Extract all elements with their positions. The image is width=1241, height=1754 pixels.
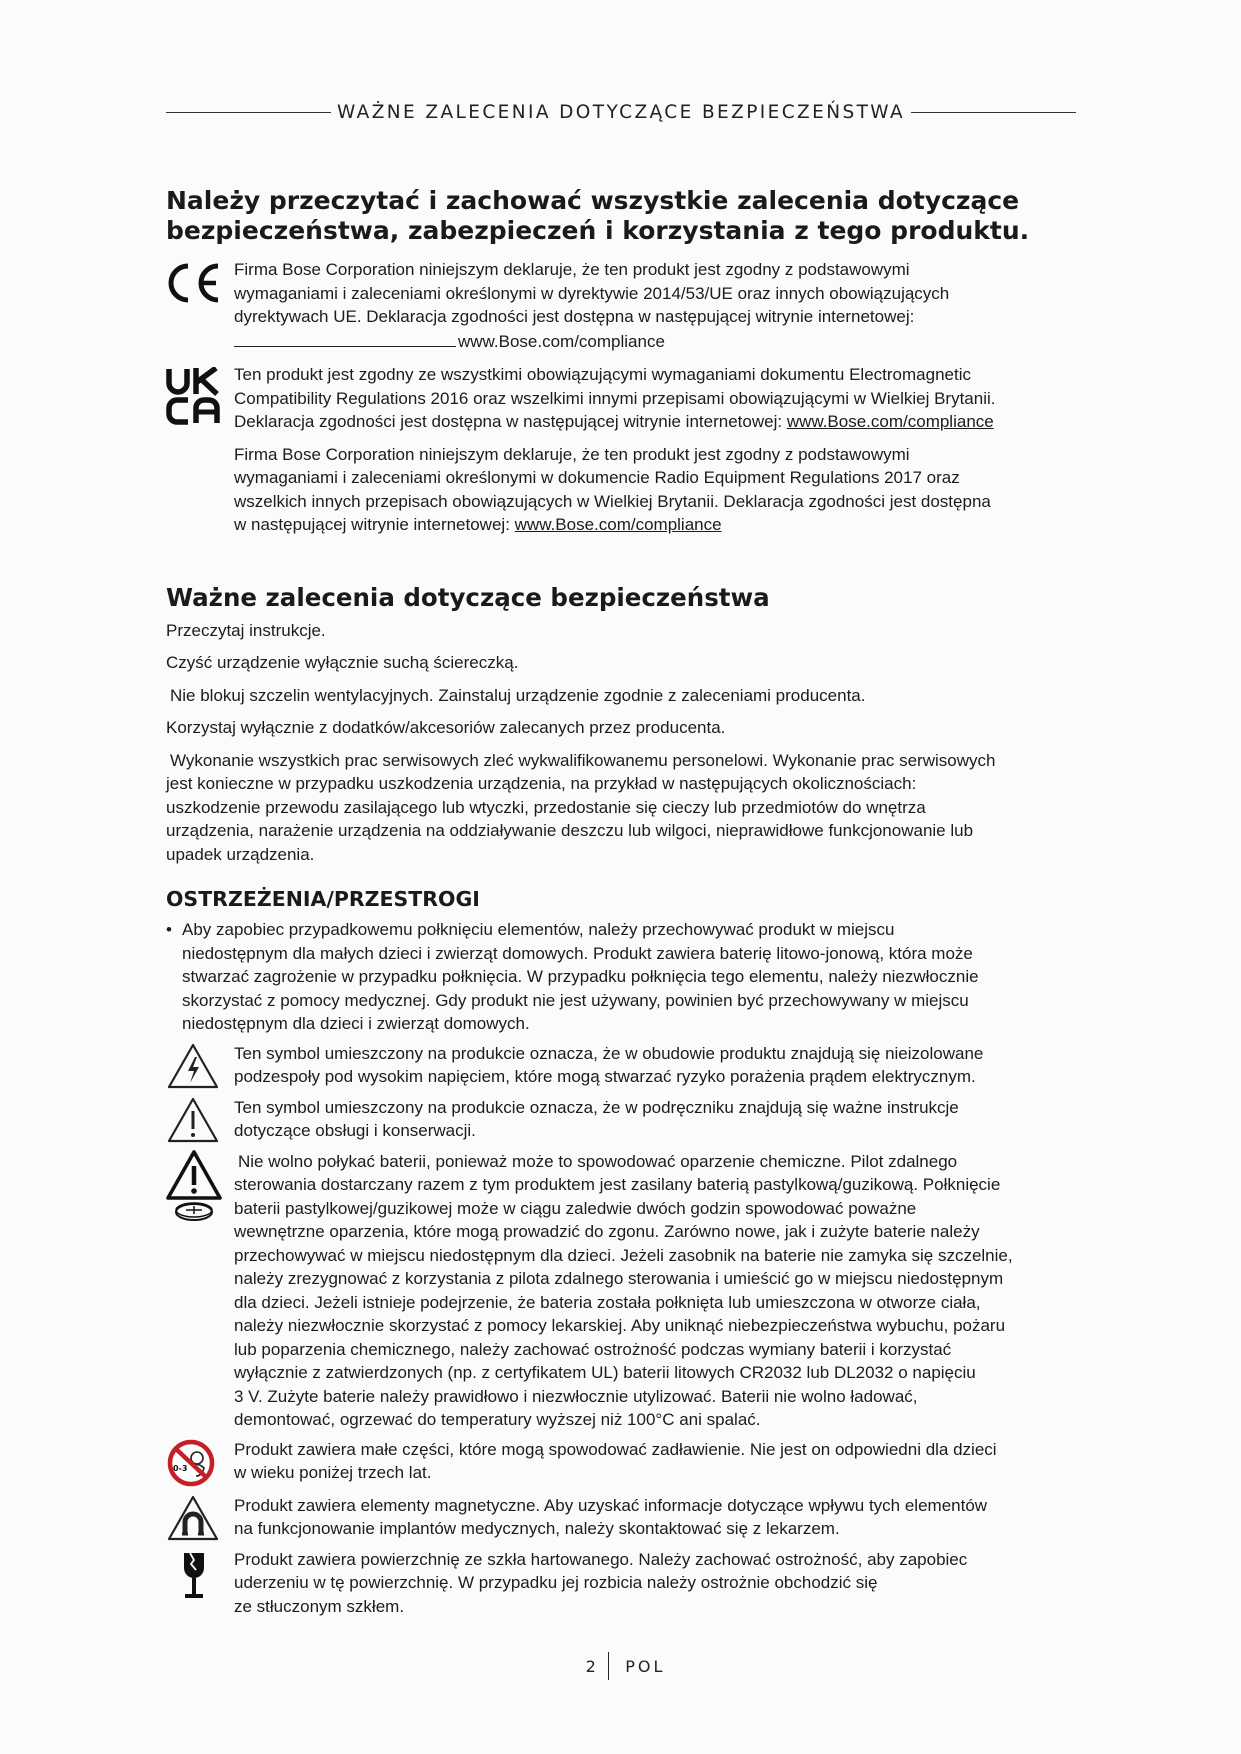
high-voltage-icon — [166, 1042, 220, 1090]
instruction-line: jest konieczne w przypadku uszkodzenia urządzenia, na przykład w następujących okolicznościach: — [166, 774, 917, 793]
warning-line: baterii pastylkowej/guzikowej może w ciągu zaledwie dwóch godzin spowodować poważne — [234, 1198, 917, 1218]
ce-line: Firma Bose Corporation niniejszym deklaruje, że ten produkt jest zgodny z podstawowymi — [234, 260, 910, 279]
small-parts-warning — [166, 1438, 1086, 1488]
battery-warning-text — [234, 1150, 1086, 1432]
age-label: 0-3 — [173, 1463, 188, 1473]
warning-line: wewnętrzne oparzenia, które mogą prowadzić do zgonu. Zarówno nowe, jak i zużyte baterie należy — [234, 1222, 980, 1241]
warning-line: dotyczące obsługi i konserwacji. — [234, 1121, 476, 1140]
instruction-line: upadek urządzenia. — [166, 844, 315, 864]
page-number: 2 — [585, 1656, 596, 1676]
warnings-title: OSTRZEŻENIA/PRZESTROGI — [166, 887, 480, 911]
glass-warning — [166, 1548, 1086, 1619]
warning-line: skorzystać z pomocy medycznej. Gdy produkt nie jest używany, powinien być przechowywany w miejscu — [182, 990, 969, 1010]
swallow-warning — [166, 918, 1086, 1036]
warning-line: niedostępnym dla dzieci i zwierząt domowych. — [182, 1014, 530, 1033]
warning-line: podzespoły pod wysokim napięciem, które mogą stwarzać ryzyko porażenia prądem elektrycznym. — [234, 1067, 976, 1086]
ukca-line — [234, 410, 1086, 434]
warning-line: wyłącznie z zatwierdzonych (np. z certyfikatem UL) baterii litowych CR2032 lub DL2032 o napięciu — [234, 1363, 976, 1382]
warning-line: demontować, ogrzewać do temperatury wyższej niż 100°C ani spalać. — [234, 1410, 761, 1429]
ukca-line: wymaganiami i zaleceniami określonymi w dokumencie Radio Equipment Regulations 2017 oraz — [234, 468, 960, 487]
language-code: POL — [625, 1656, 666, 1676]
fill-in-line — [234, 332, 456, 347]
warning-line: przechowywać w miejscu niedostępnym dla dzieci. Jeżeli zasobnik na baterie nie zamyka się szczelnie, — [234, 1245, 1013, 1265]
ce-line: wymaganiami i zaleceniami określonymi w dyrektywie 2014/53/UE oraz innych obowiązujących — [234, 283, 950, 303]
compliance-link[interactable]: www.Bose.com/compliance — [786, 412, 994, 431]
warning-line: dla dzieci. Jeżeli istnieje podejrzenie, że bateria została połknięta lub umieszczona w otworze ciała, — [234, 1292, 981, 1312]
instruction-item-service — [166, 749, 1086, 867]
warning-line: Nie wolno połykać baterii, ponieważ może to spowodować oparzenie chemiczne. Pilot zdalnego — [238, 1151, 958, 1171]
warning-line: należy niezwłocznie skorzystać z pomocy lekarskiej. Aby uniknąć niebezpieczeństwa wybuchu, pożaru — [234, 1316, 1006, 1335]
warning-line: lub poparzenia chemicznego, należy zachować ostrożność podczas wymiany baterii i korzystać — [234, 1339, 952, 1359]
section-header — [166, 102, 1076, 123]
ce-block — [166, 258, 1086, 353]
coin-battery-warning-icon — [166, 1150, 224, 1230]
safety-title: Ważne zalecenia dotyczące bezpieczeństwa — [166, 582, 770, 612]
warning-line: w wieku poniżej trzech lat. — [234, 1463, 432, 1482]
fragile-glass-icon — [174, 1550, 214, 1602]
ukca-line: Firma Bose Corporation niniejszym deklaruje, że ten produkt jest zgodny z podstawowymi — [234, 444, 910, 464]
magnet-warning — [166, 1494, 1086, 1542]
instruction-line: urządzenia, narażenie urządzenia na oddziaływanie deszczu lub wilgoci, nieprawidłowe funkcjonowanie lub — [166, 821, 974, 840]
not-for-children-0-3-icon — [166, 1438, 216, 1488]
safety-instructions — [166, 619, 1086, 867]
warning-line: niedostępnym dla małych dzieci i zwierząt domowych. Produkt zawiera baterię litowo-jonową, która może — [182, 943, 973, 963]
ukca-line: Ten produkt jest zgodny ze wszystkimi obowiązującymi wymaganiami dokumentu Electromagnetic — [234, 365, 971, 384]
instruction-line: uszkodzenie przewodu zasilającego lub wtyczki, przedostanie się cieczy lub przedmiotów do wnętrza — [166, 797, 926, 817]
warning-line: stwarzać zagrożenie w przypadku połknięcia. W przypadku połknięcia tego elementu, należy niezwłocznie — [182, 967, 979, 986]
header-title: WAŻNE ZALECENIA DOTYCZĄCE BEZPIECZEŃSTWA — [336, 102, 906, 123]
intro-title: Należy przeczytać i zachować wszystkie zalecenia dotyczące bezpieczeństwa, zabezpieczeń i korzystania z tego produktu. — [166, 186, 1030, 245]
warning-line: ze stłuczonym szkłem. — [234, 1596, 405, 1616]
warning-line: Aby zapobiec przypadkowemu połknięciu elementów, należy przechowywać produkt w miejscu — [182, 920, 895, 939]
warning-line: sterowania dostarczany razem z tym produktem jest zasilany baterią pastylkową/guzikową. Połknięcie — [234, 1175, 1001, 1194]
warning-line: uderzeniu w tę powierzchnię. W przypadku jej rozbicia należy ostrożnie obchodzić się — [234, 1573, 878, 1592]
instruction-item: Korzystaj wyłącznie z dodatków/akcesoriów zalecanych przez producenta. — [166, 718, 726, 737]
ukca-line-text: Deklaracja zgodności jest dostępna w następującej witrynie internetowej: — [234, 412, 787, 431]
ce-mark-icon — [166, 260, 224, 306]
bullet-dot: • — [166, 920, 172, 939]
warning-line: Produkt zawiera powierzchnię ze szkła hartowanego. Należy zachować ostrożność, aby zapobiec — [234, 1549, 968, 1569]
instruction-item: Czyść urządzenie wyłącznie suchą ściereczką. — [166, 653, 519, 672]
instruction-item: Nie blokuj szczelin wentylacyjnych. Zainstaluj urządzenie zgodnie z zaleceniami producenta. — [170, 685, 866, 705]
header-rule-left — [166, 112, 331, 113]
warning-line: Ten symbol umieszczony na produkcie oznacza, że w obudowie produktu znajdują się nieizolowane — [234, 1043, 984, 1063]
ce-line: dyrektywach UE. Deklaracja zgodności jest dostępna w następującej witrynie internetowej: — [234, 307, 915, 326]
warning-line: 3 V. Zużyte baterie należy prawidłowo i niezwłocznie utylizować. Baterii nie wolno ładować, — [234, 1386, 918, 1406]
caution-warning — [166, 1096, 1086, 1144]
warning-line: Ten symbol umieszczony na produkcie oznacza, że w podręczniku znajdują się ważne instrukcje — [234, 1097, 959, 1117]
header-rule-right — [911, 112, 1076, 113]
battery-warning — [166, 1150, 1086, 1432]
instruction-line: Wykonanie wszystkich prac serwisowych zleć wykwalifikowanemu personelowi. Wykonanie prac serwisowych — [170, 750, 996, 770]
ukca-line-text: w następującej witrynie internetowej: — [234, 515, 515, 534]
ukca-mark-icon — [166, 367, 222, 425]
caution-icon — [166, 1096, 220, 1144]
warning-line: należy zrezygnować z korzystania z pilota zdalnego sterowania i umieścić go w miejscu niedostępnym — [234, 1269, 1004, 1288]
warning-line: na funkcjonowanie implantów medycznych, należy skontaktować się z lekarzem. — [234, 1519, 840, 1538]
ce-url-line — [234, 330, 1086, 354]
ukca-line — [234, 513, 1086, 537]
compliance-link[interactable]: www.Bose.com/compliance — [514, 515, 722, 534]
page-footer — [0, 1652, 1241, 1680]
voltage-warning — [166, 1042, 1086, 1090]
warning-line: Produkt zawiera małe części, które mogą spowodować zadławienie. Nie jest on odpowiedni dla dzieci — [234, 1439, 997, 1459]
ce-url: www.Bose.com/compliance — [458, 331, 665, 351]
ukca-line: Compatibility Regulations 2016 oraz wszelkimi innymi przepisami obowiązującymi w Wielkiej Brytanii. — [234, 388, 996, 408]
ukca-line: wszelkich innych przepisach obowiązujących w Wielkiej Brytanii. Deklaracja zgodności jest dostępna — [234, 491, 991, 511]
warning-line: Produkt zawiera elementy magnetyczne. Aby uzyskać informacje dotyczące wpływu tych elementów — [234, 1495, 988, 1515]
ukca-block — [166, 363, 1086, 537]
magnet-warning-icon — [166, 1494, 220, 1542]
page-content — [166, 186, 1086, 1618]
instruction-item: Przeczytaj instrukcje. — [166, 620, 326, 640]
